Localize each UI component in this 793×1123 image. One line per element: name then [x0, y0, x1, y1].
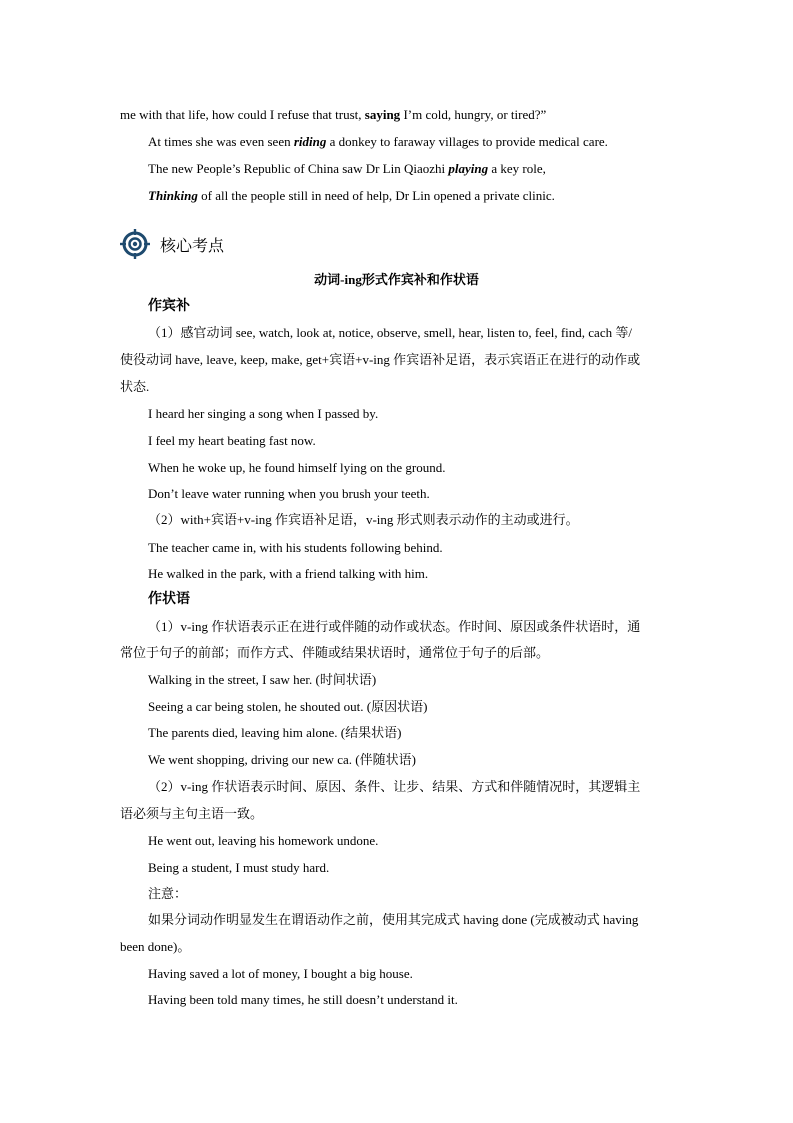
- bubu-example-1: I heard her singing a song when I passed by.: [148, 406, 379, 421]
- zhuangyu-example-7: Having saved a lot of money, I bought a big house.: [148, 966, 413, 981]
- note-line-2: been done)。: [120, 939, 191, 954]
- intro-line-1-text: me with that life, how could I refuse that trust,: [120, 107, 365, 122]
- intro-line-3: [148, 160, 546, 178]
- intro-line-2-text: At times she was even seen: [148, 134, 294, 149]
- zhuangyu-example-2: Seeing a car being stolen, he shouted out. (原因状语): [148, 699, 428, 714]
- zhuangyu-p2-line-1: （2）v-ing 作状语表示时间、原因、条件、让步、结果、方式和伴随情况时，其逻辑主: [148, 779, 641, 794]
- intro-line-4-tail: of all the people still in need of help, Dr Lin opened a private clinic.: [197, 188, 555, 203]
- zhuangyu-p1-line-1: （1）v-ing 作状语表示正在进行或伴随的动作或状态。作时间、原因或条件状语时，通: [148, 619, 641, 634]
- zhuangyu-example-4: We went shopping, driving our new ca. (伴随状语): [148, 752, 416, 767]
- note-line-1: 如果分词动作明显发生在谓语动作之前，使用其完成式 having done (完成被动式 having: [148, 912, 639, 927]
- intro-line-3-text: The new People’s Republic of China saw Dr Lin Qiaozhi: [148, 161, 449, 176]
- bubu-p1-line-1: （1）感官动词 see, watch, look at, notice, observe, smell, hear, listen to, feel, find, cach 等/: [148, 325, 632, 340]
- subheading-zhuangyu: 作状语: [148, 592, 190, 607]
- zhuangyu-example-8: Having been told many times, he still doesn’t understand it.: [148, 992, 458, 1007]
- note-label: 注意：: [148, 886, 188, 901]
- zhuangyu-example-6: Being a student, I must study hard.: [148, 860, 330, 875]
- subheading-bubu: 作宾补: [148, 299, 190, 314]
- section-heading: [120, 229, 224, 263]
- zhuangyu-p2-line-2: 语必须与主句主语一致。: [120, 806, 264, 821]
- bubu-example-4: Don’t leave water running when you brush your teeth.: [148, 486, 430, 501]
- zhuangyu-example-5: He went out, leaving his homework undone.: [148, 833, 379, 848]
- bubu-example-3: When he woke up, he found himself lying on the ground.: [148, 460, 446, 475]
- bubu-example-2: I feel my heart beating fast now.: [148, 433, 316, 448]
- bubu-example-6: He walked in the park, with a friend talking with him.: [148, 566, 429, 581]
- bubu-example-5: The teacher came in, with his students following behind.: [148, 540, 443, 555]
- intro-line-4-bold: Thinking: [148, 188, 198, 203]
- intro-line-4: [148, 187, 555, 205]
- bubu-p1-line-3: 状态.: [120, 379, 150, 394]
- intro-line-2-bold: riding: [293, 134, 327, 149]
- zhuangyu-example-1: Walking in the street, I saw her. (时间状语): [148, 672, 377, 687]
- section-title: 动词-ing形式作宾补和作状语: [314, 272, 479, 287]
- section-heading-text: 核心考点: [160, 236, 225, 255]
- target-icon: [120, 229, 150, 263]
- bubu-p1-line-2: 使役动词 have, leave, keep, make, get+宾语+v-ing 作宾语补足语，表示宾语正在进行的动作或: [120, 352, 641, 367]
- zhuangyu-example-3: The parents died, leaving him alone. (结果状语): [148, 725, 402, 740]
- zhuangyu-p1-line-2: 常位于句子的前部；而作方式、伴随或结果状语时，通常位于句子的后部。: [120, 645, 550, 660]
- intro-line-1-tail: I’m cold, hungry, or tired?”: [400, 107, 547, 122]
- bubu-p2: （2）with+宾语+v-ing 作宾语补足语，v-ing 形式则表示动作的主动或进行。: [148, 512, 579, 527]
- intro-line-1-bold: saying: [364, 107, 401, 122]
- intro-line-3-bold: playing: [448, 161, 489, 176]
- intro-line-1: [120, 106, 546, 124]
- intro-line-2-tail: a donkey to faraway villages to provide medical care.: [326, 134, 608, 149]
- intro-line-2: [148, 133, 608, 151]
- intro-line-3-tail: a key role,: [488, 161, 546, 176]
